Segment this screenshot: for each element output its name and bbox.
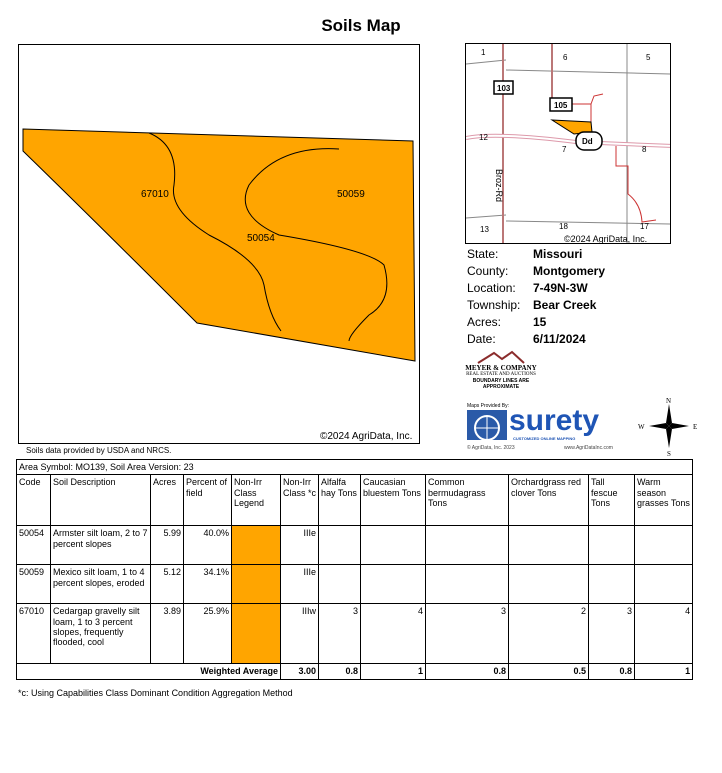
percent: 25.9%: [184, 604, 232, 664]
yield: 4: [635, 604, 693, 664]
info-key: Township:: [467, 298, 521, 312]
info-date: [467, 332, 586, 346]
percent: 34.1%: [184, 565, 232, 604]
roof-icon: [476, 350, 526, 364]
page-title: Soils Map: [321, 16, 401, 35]
yield: [426, 565, 509, 604]
section-number: 6: [563, 53, 568, 62]
yield: [635, 565, 693, 604]
avg-value: 1: [361, 664, 426, 679]
avg-value: 1: [635, 664, 693, 679]
info-acres: [467, 315, 546, 329]
col-header: Tall fescue Tons: [589, 475, 635, 526]
col-header: Warm season grasses Tons: [635, 475, 693, 526]
class-legend-swatch: [232, 604, 281, 664]
info-location: [467, 281, 588, 295]
col-header: Common bermudagrass Tons: [426, 475, 509, 526]
soil-description: Mexico silt loam, 1 to 4 percent slopes, eroded: [51, 565, 151, 604]
avg-value: 0.8: [319, 664, 361, 679]
info-value: Montgomery: [533, 264, 605, 278]
yield: [361, 526, 426, 565]
locator-map: [465, 43, 671, 244]
section-number: 17: [640, 222, 649, 231]
boundary-note: BOUNDARY LINES ARE APPROXIMATE: [472, 378, 530, 390]
yield: [319, 565, 361, 604]
soil-code: 50059: [17, 565, 51, 604]
yield: [319, 526, 361, 565]
col-header: Code: [17, 475, 51, 526]
col-header: Soil Description: [51, 475, 151, 526]
col-header: Non-Irr Class *c: [281, 475, 319, 526]
yield: [361, 565, 426, 604]
section-number: 12: [479, 133, 488, 142]
percent: 40.0%: [184, 526, 232, 565]
yield: [509, 565, 589, 604]
globe-icon: [467, 410, 507, 440]
info-value: 7-49N-3W: [533, 281, 588, 295]
company-logo: [465, 350, 537, 390]
route-shield: 103: [497, 84, 511, 93]
info-state: [467, 247, 582, 261]
footnote: *c: Using Capabilities Class Dominant Condition Aggregation Method: [18, 688, 293, 698]
non-irr-class: IIIe: [281, 526, 319, 565]
class-legend-swatch: [232, 526, 281, 565]
info-key: Date:: [467, 332, 496, 346]
acres: 3.89: [151, 604, 184, 664]
soil-polygons: [19, 45, 419, 443]
map-copyright: ©2024 AgriData, Inc.: [320, 431, 413, 442]
section-number: 18: [559, 222, 568, 231]
agridata-url: www.AgriDataInc.com: [564, 445, 613, 451]
section-number: 7: [562, 145, 567, 154]
yield: 2: [509, 604, 589, 664]
surety-tagline: CUSTOMIZED ONLINE MAPPING: [513, 436, 576, 441]
avg-value: 0.8: [589, 664, 635, 679]
locator-copyright: ©2024 AgriData, Inc.: [564, 234, 648, 244]
avg-value: 0.8: [426, 664, 509, 679]
map-soil-label: 67010: [141, 189, 169, 200]
avg-value: 3.00: [281, 664, 319, 679]
table-row: [17, 565, 693, 604]
soils-map: [18, 44, 420, 444]
non-irr-class: IIIe: [281, 565, 319, 604]
yield: [509, 526, 589, 565]
col-header: Alfalfa hay Tons: [319, 475, 361, 526]
section-number: 5: [646, 53, 651, 62]
info-key: State:: [467, 247, 499, 261]
info-value: 15: [533, 315, 547, 329]
info-key: County:: [467, 264, 509, 278]
compass-letter: E: [693, 423, 698, 431]
info-township: [467, 298, 596, 312]
yield: 3: [589, 604, 635, 664]
yield: [589, 565, 635, 604]
acres: 5.99: [151, 526, 184, 565]
info-key: Location:: [467, 281, 516, 295]
col-header: Acres: [151, 475, 184, 526]
yield: [589, 526, 635, 565]
info-county: [467, 264, 605, 278]
info-value: Missouri: [533, 247, 583, 261]
yield: 3: [319, 604, 361, 664]
non-irr-class: IIIw: [281, 604, 319, 664]
area-symbol: Area Symbol: MO139, Soil Area Version: 23: [17, 460, 693, 475]
soil-description: Cedargap gravelly silt loam, 1 to 3 percent slopes, frequently flooded, cool: [51, 604, 151, 664]
compass-rose-icon: [638, 396, 700, 456]
yield: [426, 526, 509, 565]
company-name: MEYER & COMPANY: [465, 364, 537, 372]
route-shield: 105: [554, 101, 568, 110]
col-header: Non-Irr Class Legend: [232, 475, 281, 526]
yield: [635, 526, 693, 565]
yield: 4: [361, 604, 426, 664]
table-header: [17, 475, 693, 526]
maps-provided-by: Maps Provided By:: [467, 403, 509, 409]
info-key: Acres:: [467, 315, 502, 329]
road-label: Broz-Rd: [494, 169, 504, 203]
weighted-average-label: Weighted Average: [17, 664, 281, 679]
table-row: [17, 526, 693, 565]
soil-code: 50054: [17, 526, 51, 565]
yield: 3: [426, 604, 509, 664]
class-legend-swatch: [232, 565, 281, 604]
data-source: Soils data provided by USDA and NRCS.: [26, 446, 172, 455]
locator-soil-label: Dd: [582, 137, 593, 146]
agridata-copyright: © AgriData, Inc. 2023: [467, 445, 515, 451]
map-soil-label: 50059: [337, 189, 365, 200]
company-sub: REAL ESTATE AND AUCTIONS: [466, 372, 536, 377]
weighted-average-row: [17, 664, 693, 679]
section-number: 13: [480, 225, 489, 234]
section-number: 8: [642, 145, 647, 154]
surety-wordmark: surety: [509, 404, 600, 437]
col-header: Orchardgrass red clover Tons: [509, 475, 589, 526]
map-soil-label: 50054: [247, 233, 275, 244]
compass-letter: W: [638, 423, 645, 431]
section-number: 1: [481, 48, 486, 57]
table-row: [17, 604, 693, 664]
avg-value: 0.5: [509, 664, 589, 679]
acres: 5.12: [151, 565, 184, 604]
compass-letter: N: [666, 397, 672, 405]
soil-description: Armster silt loam, 2 to 7 percent slopes: [51, 526, 151, 565]
info-value: 6/11/2024: [533, 332, 586, 346]
col-header: Percent of field: [184, 475, 232, 526]
soils-table: [16, 459, 693, 680]
info-value: Bear Creek: [533, 298, 597, 312]
col-header: Caucasian bluestem Tons: [361, 475, 426, 526]
compass-letter: S: [667, 450, 671, 456]
soil-code: 67010: [17, 604, 51, 664]
